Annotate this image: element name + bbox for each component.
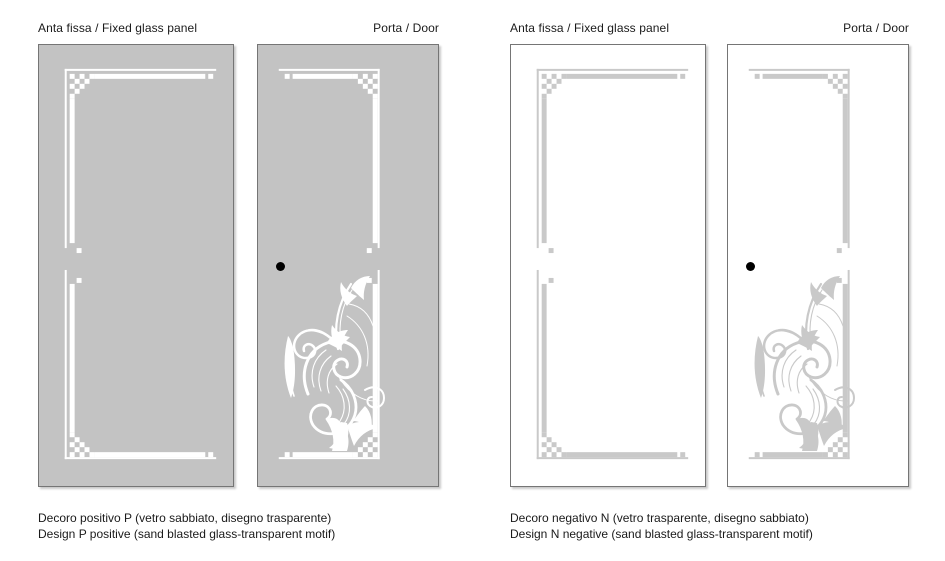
caption	[38, 510, 335, 542]
fixed-glass-panel	[510, 44, 706, 487]
door-panel	[257, 44, 439, 487]
door-panel-label: Porta / Door	[373, 21, 439, 35]
variant-positive-group	[38, 0, 439, 561]
caption-line-italian: Decoro negativo N (vetro trasparente, disegno sabbiato)	[510, 511, 809, 525]
fixed-panel-label: Anta fissa / Fixed glass panel	[510, 21, 670, 35]
door-handle-dot-icon	[276, 262, 285, 271]
door-panel	[727, 44, 909, 487]
checkered-frame-ornament-icon	[511, 45, 705, 486]
variant-negative-group	[510, 0, 909, 561]
fixed-glass-panel	[38, 44, 234, 487]
checkered-frame-ornament-icon	[39, 45, 233, 486]
door-handle-dot-icon	[746, 262, 755, 271]
caption-line-english: Design P positive (sand blasted glass-transparent motif)	[38, 527, 336, 541]
caption-line-english: Design N negative (sand blasted glass-transparent motif)	[510, 527, 813, 541]
door-panel-label: Porta / Door	[843, 21, 909, 35]
floral-ornament-icon	[751, 274, 856, 451]
floral-ornament-icon	[281, 274, 386, 451]
caption-line-italian: Decoro positivo P (vetro sabbiato, disegno trasparente)	[38, 511, 332, 525]
caption	[510, 510, 813, 542]
fixed-panel-label: Anta fissa / Fixed glass panel	[38, 21, 198, 35]
